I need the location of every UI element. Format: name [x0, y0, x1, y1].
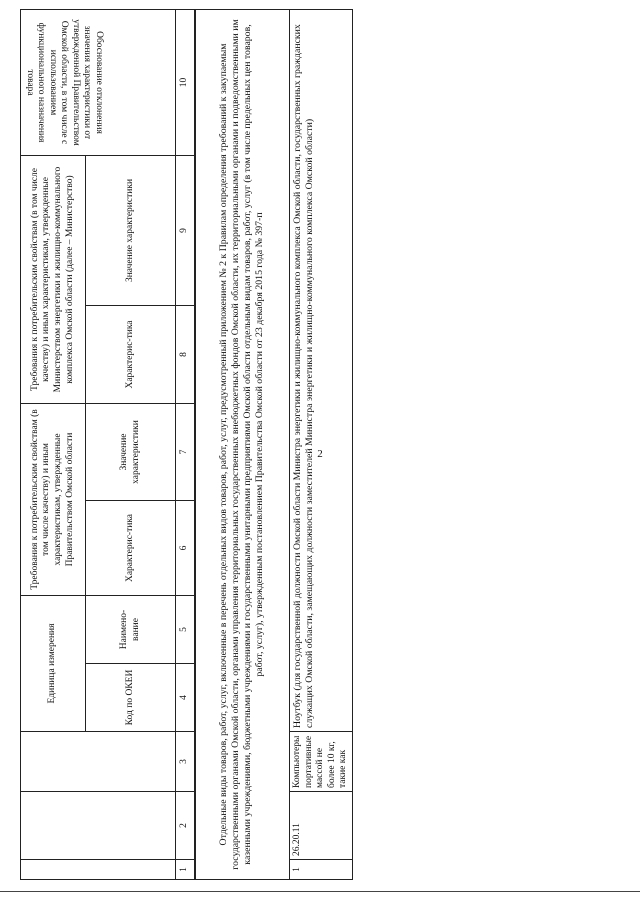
- header-col3: [21, 732, 176, 792]
- deviation-text: Обоснование отклонения значения характеристики от утвержденной Правительством Омской области, в том числе с использованием функционального назначения товара: [24, 19, 105, 146]
- column-number: 4: [176, 664, 195, 732]
- column-number: 1: [176, 860, 195, 880]
- column-number-row: [176, 10, 195, 880]
- column-number: 6: [176, 501, 195, 596]
- page-number: 2: [317, 448, 323, 460]
- header-gov-value: Значение характеристики: [86, 404, 176, 501]
- header-unit-group: Единица измерения: [21, 596, 86, 732]
- row-okpd-code: 26.20.11: [290, 792, 353, 860]
- column-number: 9: [176, 156, 195, 306]
- column-number: 7: [176, 404, 195, 501]
- table-row: [290, 10, 353, 880]
- column-number: 8: [176, 306, 195, 404]
- header-ministry-characteristic: Характерис-тика: [86, 306, 176, 404]
- row-item-description: Ноутбук (для государственной должности Омской области Министра энергетики и жилищно-коммунального комплекса Омской области, государственных гражданских служащих Омской области, замещающих должности заместителей Министра энергетики и жилищно-коммунального комплекса Омской области): [290, 10, 353, 732]
- header-gov-requirements: Требования к потребительским свойствам (в том числе качеству) и иным характеристикам, утвержденные Правительством Омской области: [21, 404, 86, 596]
- regulation-table-sheet: [20, 10, 620, 880]
- row-number: 1: [290, 860, 353, 880]
- header-unit-code: Код по ОКЕИ: [86, 664, 176, 732]
- requirements-table: [20, 9, 353, 880]
- column-number: 2: [176, 792, 195, 860]
- header-gov-characteristic: Характерис-тика: [86, 501, 176, 596]
- column-number: 3: [176, 732, 195, 792]
- page-bottom-rule: [0, 891, 640, 892]
- section-row: [195, 10, 290, 880]
- row-item-name: Компьютеры портативные массой не более 10 кг, такие как: [290, 732, 353, 792]
- header-ministry-requirements: Требования к потребительским свойствам (в том числе качеству) и иным характеристикам, утвержденные Министерством энергетики и жилищно-коммунального комплекса Омской области (далее – Министерство): [21, 156, 86, 404]
- header-col2: [21, 792, 176, 860]
- header-ministry-value: Значение характеристики: [86, 156, 176, 306]
- column-number: 5: [176, 596, 195, 664]
- header-unit-name: Наимено-вание: [86, 596, 176, 664]
- header-col1: [21, 860, 176, 880]
- column-number: 10: [176, 10, 195, 156]
- header-row-1: [21, 10, 86, 880]
- section-description: Отдельные виды товаров, работ, услуг, включенные в перечень отдельных видов товаров, работ, услуг, предусмотренный приложением № 2 к Правилам определения требований к закупаемым государственными органами Омской области, органами управления территориальных государственных внебюджетных фондов Омской области, их территориальными органами и подведомственными им казенными учреждениями, бюджетными учреждениями и государственными унитарными предприятиями Омской области отдельным видам товаров, работ, услуг (в том числе предельных цен товаров, работ, услуг), утвержденным постановлением Правительства Омской области от 23 декабря 2015 года № 397-п: [195, 10, 290, 880]
- header-deviation-justification: [21, 10, 176, 156]
